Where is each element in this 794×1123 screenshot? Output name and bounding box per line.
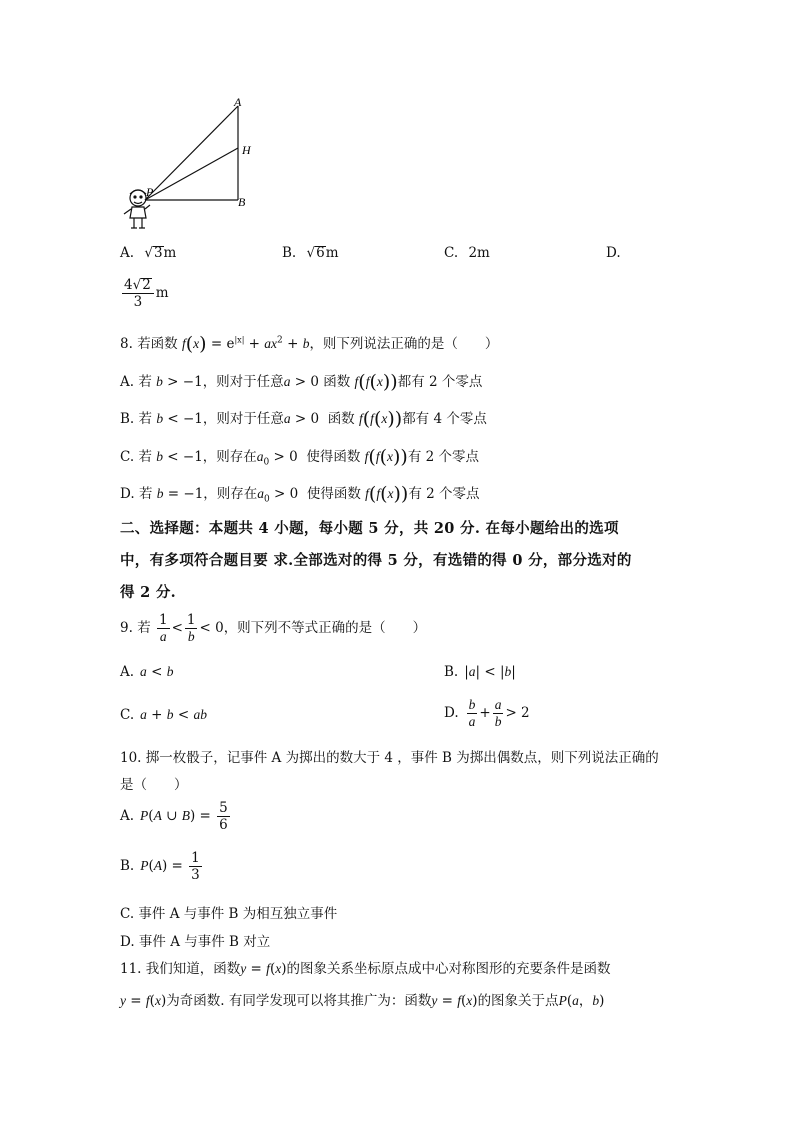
label-B: B <box>238 195 246 209</box>
q9-option-b[interactable]: B. |a| < |b| <box>444 664 516 680</box>
q7-option-a[interactable]: A. √3m <box>120 245 177 261</box>
q7-option-b[interactable]: B. √6m <box>282 245 339 261</box>
q10-option-b[interactable]: B. P(A) = $\frac{1}{3}$ <box>120 850 200 883</box>
q11-line1: 11. 我们知道，函数y = f(x)的图象关系坐标原点成中心对称图形的充要条件是函数 <box>120 961 611 977</box>
q7-option-d[interactable]: D. <box>606 245 621 261</box>
q11-line2: y = f(x)为奇函数. 有同学发现可以将其推广为：函数y = f(x)的图象关于点P(a，b) <box>120 993 605 1009</box>
geometry-figure <box>110 90 270 240</box>
q9-option-a[interactable]: A. a < b <box>120 664 174 680</box>
label-A: A <box>234 95 242 109</box>
segment-PA <box>145 106 238 200</box>
q7-option-d-value: $\frac{4√2}{3}$ m <box>124 277 169 310</box>
label-P: P <box>146 185 154 199</box>
q9-option-c[interactable]: C. a + b < ab <box>120 707 207 723</box>
q10-option-d[interactable]: D. 事件 A 与事件 B 对立 <box>120 934 271 950</box>
q9-option-d[interactable]: D. $\frac{b}{a}$ + $\frac{a}{b}$ > 2 <box>444 697 530 729</box>
section2-line2: 中，有多项符合题目要 求.全部选对的得 5 分，有选错的得 0 分，部分选对的 <box>120 552 632 569</box>
q10-line1: 10. 掷一枚骰子，记事件 A 为掷出的数大于 4 ，事件 B 为掷出偶数点，则下列说法正确的 <box>120 750 659 766</box>
label-H: H <box>242 143 251 157</box>
q8-option-b[interactable]: B. 若 b < −1，则对于任意a > 0 函数 f(f(x))都有 4 个零点 <box>120 408 487 430</box>
q9-stem: 9. 若 $\frac{1}{a}$ < $\frac{1}{b}$ < 0，则下列不等式正确的是（ ） <box>120 612 427 644</box>
q10-option-c[interactable]: C. 事件 A 与事件 B 为相互独立事件 <box>120 906 338 922</box>
section2-line3: 得 2 分. <box>120 584 177 601</box>
q8-option-c[interactable]: C. 若 b < −1，则存在$a_0 > 0$ 使得函数 f(f(x))有 2 个零点 <box>120 446 480 468</box>
person-figure <box>124 190 150 228</box>
q8-stem: 8. 若函数 $f(x) = e^{|x|} + ax^2 + b$，则下列说法正确的是（ ） <box>120 333 499 355</box>
q10-option-a[interactable]: A. P(A ∪ B) = $\frac{5}{6}$ <box>120 800 228 833</box>
q10-line2: 是（ ） <box>120 777 188 793</box>
q8-option-d[interactable]: D. 若 b = −1，则存在$a_0 > 0$ 使得函数 f(f(x))有 2 个零点 <box>120 483 480 505</box>
q7-option-c[interactable]: C. 2m <box>444 245 490 261</box>
section2-line1: 二、选择题：本题共 4 小题，每小题 5 分，共 20 分. 在每小题给出的选项 <box>120 520 619 537</box>
segment-PH <box>145 148 238 200</box>
q8-option-a[interactable]: A. 若 b > −1，则对于任意a > 0 函数 f(f(x))都有 2 个零点 <box>120 371 483 393</box>
